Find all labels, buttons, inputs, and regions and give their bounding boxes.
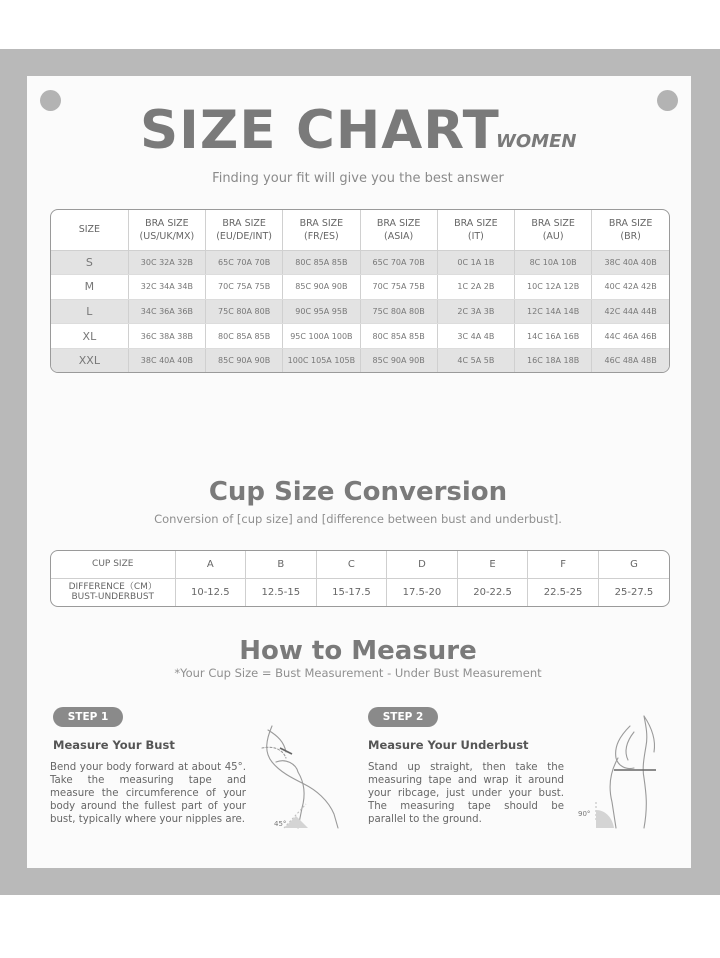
table-cell: 40C 42A 42B — [592, 275, 669, 300]
table-cell: XXL — [51, 348, 128, 373]
table-cell: 85C 90A 90B — [360, 348, 437, 373]
table-cell: 85C 90A 90B — [206, 348, 283, 373]
header-size: SIZE — [51, 210, 128, 250]
table-cell: L — [51, 299, 128, 324]
header-us: BRA SIZE (US/UK/MX) — [128, 210, 205, 250]
pin-left-icon — [40, 90, 61, 111]
cup-size-row — [51, 551, 669, 578]
table-cell: 90C 95A 95B — [283, 299, 360, 324]
table-cell: 36C 38A 38B — [128, 324, 205, 349]
difference-label: DIFFERENCE（CM） BUST-UNDERBUST — [51, 578, 175, 606]
table-cell: 17.5-20 — [387, 578, 458, 606]
table-cell: M — [51, 275, 128, 300]
size-table — [50, 209, 670, 373]
cup-section-subtitle: Conversion of [cup size] and [difference between bust and underbust]. — [154, 512, 562, 526]
table-cell: G — [598, 551, 669, 578]
cup-section-title: Cup Size Conversion — [208, 477, 508, 507]
bust-measure-illustration — [258, 718, 350, 830]
table-cell: F — [528, 551, 599, 578]
table-cell: 12.5-15 — [246, 578, 317, 606]
table-cell: 30C 32A 32B — [128, 250, 205, 275]
table-cell: 80C 85A 85B — [206, 324, 283, 349]
table-cell: 4C 5A 5B — [437, 348, 514, 373]
table-cell: 38C 40A 40B — [128, 348, 205, 373]
table-cell: 46C 48A 48B — [592, 348, 669, 373]
table-cell: 34C 36A 36B — [128, 299, 205, 324]
table-cell: XL — [51, 324, 128, 349]
table-cell: 15-17.5 — [316, 578, 387, 606]
table-cell: 75C 80A 80B — [206, 299, 283, 324]
table-row — [51, 275, 669, 300]
size-table-header-row — [51, 210, 669, 250]
table-cell: 80C 85A 85B — [283, 250, 360, 275]
table-cell: C — [316, 551, 387, 578]
cup-table — [50, 550, 670, 607]
table-row — [51, 348, 669, 373]
table-cell: 16C 18A 18B — [515, 348, 592, 373]
table-cell: 75C 80A 80B — [360, 299, 437, 324]
table-cell: 80C 85A 85B — [360, 324, 437, 349]
table-cell: S — [51, 250, 128, 275]
table-cell: 95C 100A 100B — [283, 324, 360, 349]
page-title: SIZE CHART — [140, 100, 500, 161]
table-cell: 8C 10A 10B — [515, 250, 592, 275]
angle-label: 90° — [578, 810, 591, 818]
table-cell: 3C 4A 4B — [437, 324, 514, 349]
angle-label: 45° — [274, 820, 287, 828]
tagline: Finding your fit will give you the best answer — [212, 171, 504, 186]
table-cell: 22.5-25 — [528, 578, 599, 606]
table-cell: 70C 75A 75B — [360, 275, 437, 300]
page-title-sub: WOMEN — [496, 131, 577, 152]
table-cell: 65C 70A 70B — [206, 250, 283, 275]
table-row — [51, 324, 669, 349]
table-cell: 10C 12A 12B — [515, 275, 592, 300]
table-cell: 32C 34A 34B — [128, 275, 205, 300]
underbust-measure-illustration — [574, 712, 666, 830]
step2-text: Stand up straight, then take the measuring tape and wrap it around your ribcage, just under your bust. The measuring tape should be parallel to the ground. — [368, 762, 564, 825]
table-row — [51, 299, 669, 324]
header-au: BRA SIZE (AU) — [515, 210, 592, 250]
table-cell: 1C 2A 2B — [437, 275, 514, 300]
table-cell: 25-27.5 — [614, 586, 654, 598]
table-cell: 38C 40A 40B — [592, 250, 669, 275]
cup-size-label: CUP SIZE — [51, 551, 175, 578]
table-cell: 10-12.5 — [175, 578, 246, 606]
table-cell: 42C 44A 44B — [592, 299, 669, 324]
table-cell: 70C 75A 75B — [206, 275, 283, 300]
header-eu: BRA SIZE (EU/DE/INT) — [206, 210, 283, 250]
table-cell: B — [246, 551, 317, 578]
table-cell: 14C 16A 16B — [515, 324, 592, 349]
table-cell: 0C 1A 1B — [437, 250, 514, 275]
table-cell: 100C 105A 105B — [283, 348, 360, 373]
table-cell: A — [175, 551, 246, 578]
table-cell: 2C 3A 3B — [437, 299, 514, 324]
measure-section-title: How to Measure — [239, 636, 477, 666]
step1-badge: STEP 1 — [53, 707, 123, 727]
table-cell: D — [387, 551, 458, 578]
table-cell: 44C 46A 46B — [592, 324, 669, 349]
step2-badge: STEP 2 — [368, 707, 438, 727]
header-fr: BRA SIZE (FR/ES) — [283, 210, 360, 250]
measure-section-subtitle: *Your Cup Size = Bust Measurement - Under Bust Measurement — [174, 666, 542, 680]
difference-row — [51, 578, 669, 606]
pin-right-icon — [657, 90, 678, 111]
step2-heading: Measure Your Underbust — [368, 738, 529, 752]
table-cell: E — [457, 551, 528, 578]
table-cell: 65C 70A 70B — [360, 250, 437, 275]
header-it: BRA SIZE (IT) — [437, 210, 514, 250]
table-cell: 12C 14A 14B — [515, 299, 592, 324]
step1-text: Bend your body forward at about 45°. Take the measuring tape and measure the circumference of your body around the fullest part of your bust, typically where your nipples are. — [50, 762, 246, 825]
table-cell: 20-22.5 — [457, 578, 528, 606]
step1-heading: Measure Your Bust — [53, 738, 175, 752]
table-row — [51, 250, 669, 275]
header-asia: BRA SIZE (ASIA) — [360, 210, 437, 250]
header-br: BRA SIZE (BR) — [592, 210, 669, 250]
table-cell: 85C 90A 90B — [283, 275, 360, 300]
